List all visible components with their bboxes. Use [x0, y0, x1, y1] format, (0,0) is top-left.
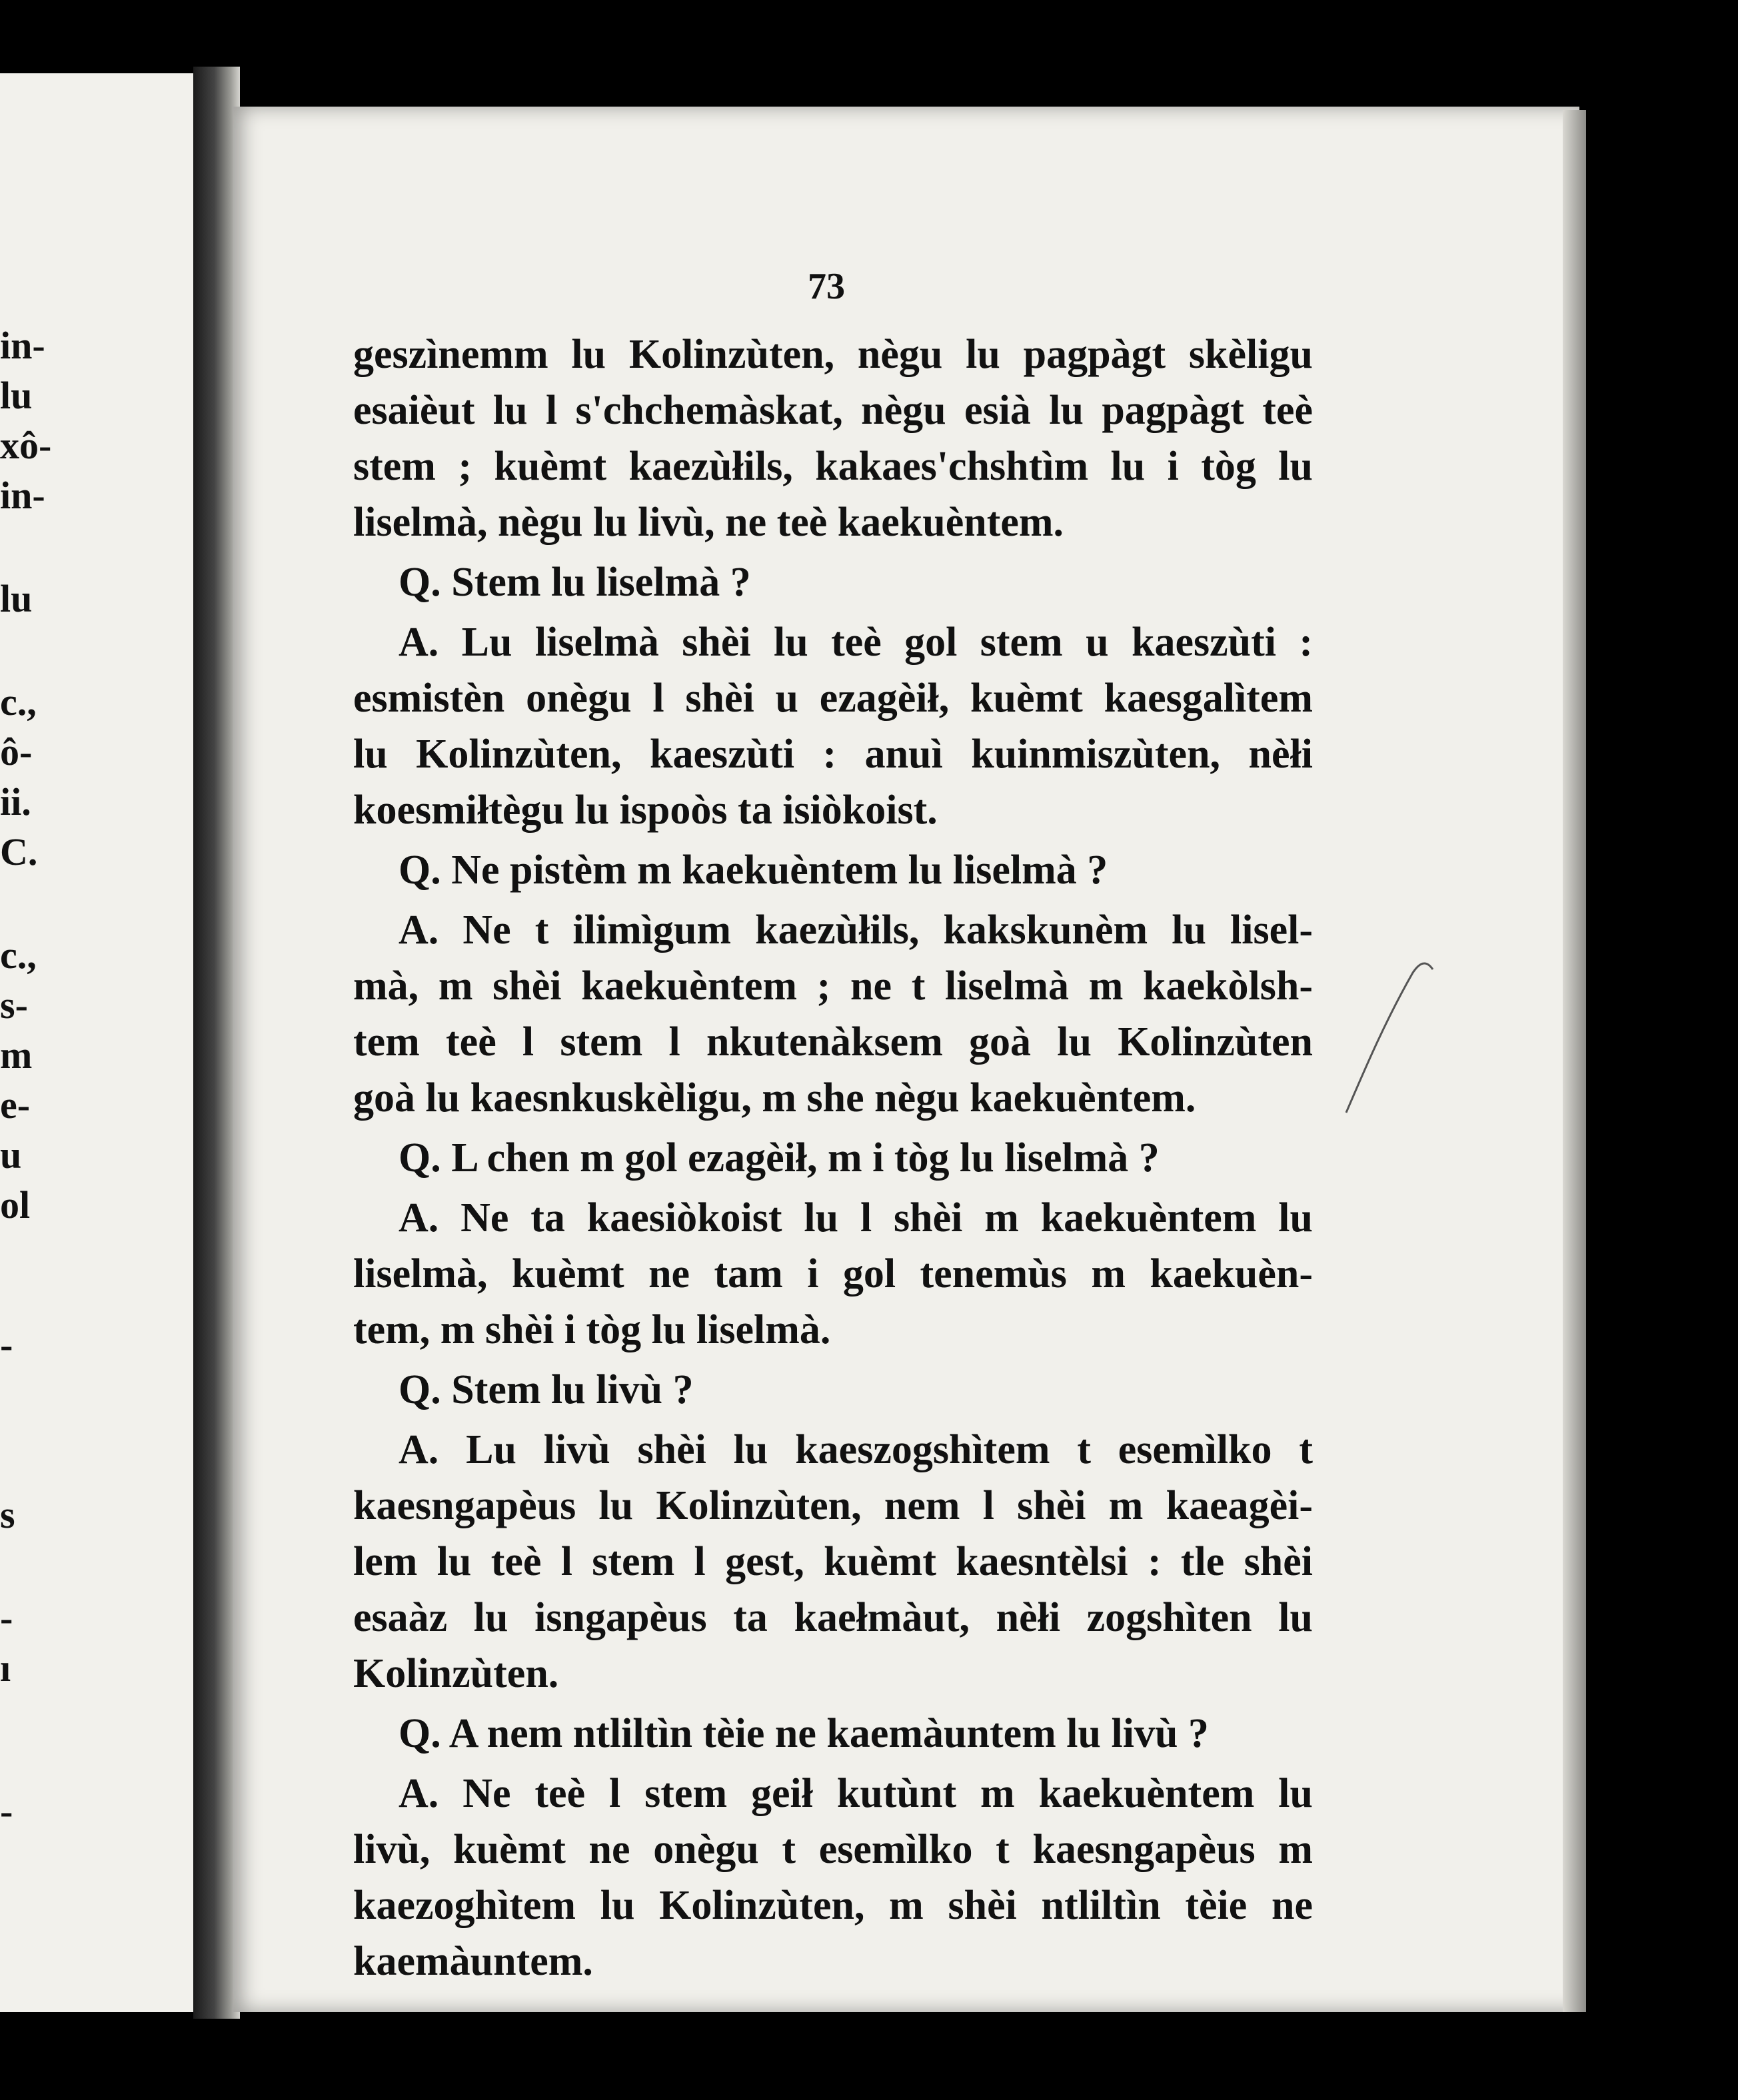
text-line: Kolinzùten.: [353, 1651, 559, 1696]
left-page-fragment: s-: [0, 983, 28, 1027]
left-facing-page: [0, 73, 193, 2012]
left-page-fragment: e-: [0, 1083, 31, 1127]
left-page-fragment: -: [0, 1596, 13, 1640]
text-line: esaièut lu l s'chchemàskat, nègu esià lu pagpàgt teè: [353, 388, 1313, 433]
text-line: A. Ne t ilimìgum kaezùłils, kakskunèm lu lisel-: [399, 907, 1313, 953]
text-line: Q. Stem lu liselmà ?: [399, 560, 751, 605]
left-page-fragment: c.,: [0, 680, 37, 724]
text-line: kaemàuntem.: [353, 1939, 593, 1984]
text-line: esaàz lu isngapèus ta kaełmàut, nèłi zogshìten lu: [353, 1595, 1313, 1640]
text-line: koesmiłtègu lu ispoòs ta isiòkoist.: [353, 788, 938, 833]
left-page-fragment: in-: [0, 474, 45, 517]
left-page-fragment: lu: [0, 577, 33, 620]
text-line: A. Lu liselmà shèi lu teè gol stem u kaeszùti :: [399, 620, 1313, 665]
left-page-fragment: m: [0, 1033, 33, 1077]
text-line: goà lu kaesnkuskèligu, m she nègu kaekuèntem.: [353, 1075, 1196, 1121]
left-page-fragment: c.,: [0, 933, 37, 977]
left-page-fragment: ı: [0, 1646, 11, 1690]
text-line: Q. Ne pistèm m kaekuèntem lu liselmà ?: [399, 847, 1108, 893]
left-page-fragment: in-: [0, 324, 45, 367]
text-line: lu Kolinzùten, kaeszùti : anuì kuinmiszùten, nèłi: [353, 732, 1313, 777]
text-line: liselmà, nègu lu livù, ne teè kaekuèntem.: [353, 500, 1064, 545]
text-line: kaezoghìtem lu Kolinzùten, m shèi ntliltìn tèie ne: [353, 1883, 1313, 1928]
left-page-fragment: C.: [0, 830, 38, 873]
left-page-fragment: s: [0, 1493, 15, 1536]
text-line: kaesngapèus lu Kolinzùten, nem l shèi m kaeagèi-: [353, 1483, 1313, 1528]
body-text: [353, 326, 1313, 1989]
left-page-fragment: xô-: [0, 424, 52, 467]
left-page-fragment: -: [0, 1323, 13, 1366]
text-line: Q. L chen m gol ezagèił, m i tòg lu liselmà ?: [399, 1135, 1160, 1181]
text-line: A. Ne teè l stem geił kutùnt m kaekuèntem lu: [399, 1771, 1313, 1816]
text-line: tem teè l stem l nkutenàksem goà lu Kolinzùten: [353, 1019, 1313, 1065]
text-line: lem lu teè l stem l gest, kuèmt kaesntèlsi : tle shèi: [353, 1539, 1313, 1584]
left-page-fragment: ii.: [0, 780, 31, 823]
page-edge-shadow: [1563, 110, 1586, 2012]
text-line: esmistèn onègu l shèi u ezagèił, kuèmt kaesgalìtem: [353, 676, 1313, 721]
left-page-fragment: ô-: [0, 730, 33, 774]
text-line: geszìnemm lu Kolinzùten, nègu lu pagpàgt skèligu: [353, 332, 1313, 377]
text-line: stem ; kuèmt kaezùłils, kakaes'chshtìm lu i tòg lu: [353, 444, 1313, 489]
text-line: Q. A nem ntliltìn tèie ne kaemàuntem lu livù ?: [399, 1711, 1209, 1756]
text-line: Q. Stem lu livù ?: [399, 1367, 694, 1412]
text-line: A. Lu livù shèi lu kaeszogshìtem t esemìlko t: [399, 1427, 1313, 1472]
text-line: liselmà, kuèmt ne tam i gol tenemùs m kaekuèn-: [353, 1251, 1313, 1297]
page-number: 73: [808, 266, 845, 307]
left-page-fragment: -: [0, 1790, 13, 1833]
text-line: A. Ne ta kaesiòkoist lu l shèi m kaekuèntem lu: [399, 1195, 1313, 1241]
text-line: tem, m shèi i tòg lu liselmà.: [353, 1307, 831, 1352]
pencil-mark: [1326, 946, 1459, 1119]
text-line: livù, kuèmt ne onègu t esemìlko t kaesngapèus m: [353, 1827, 1313, 1872]
left-page-fragment: ol: [0, 1183, 31, 1227]
text-line: mà, m shèi kaekuèntem ; ne t liselmà m kaekòlsh-: [353, 963, 1313, 1009]
left-page-fragment: u: [0, 1133, 22, 1177]
left-page-fragment: lu: [0, 374, 33, 417]
